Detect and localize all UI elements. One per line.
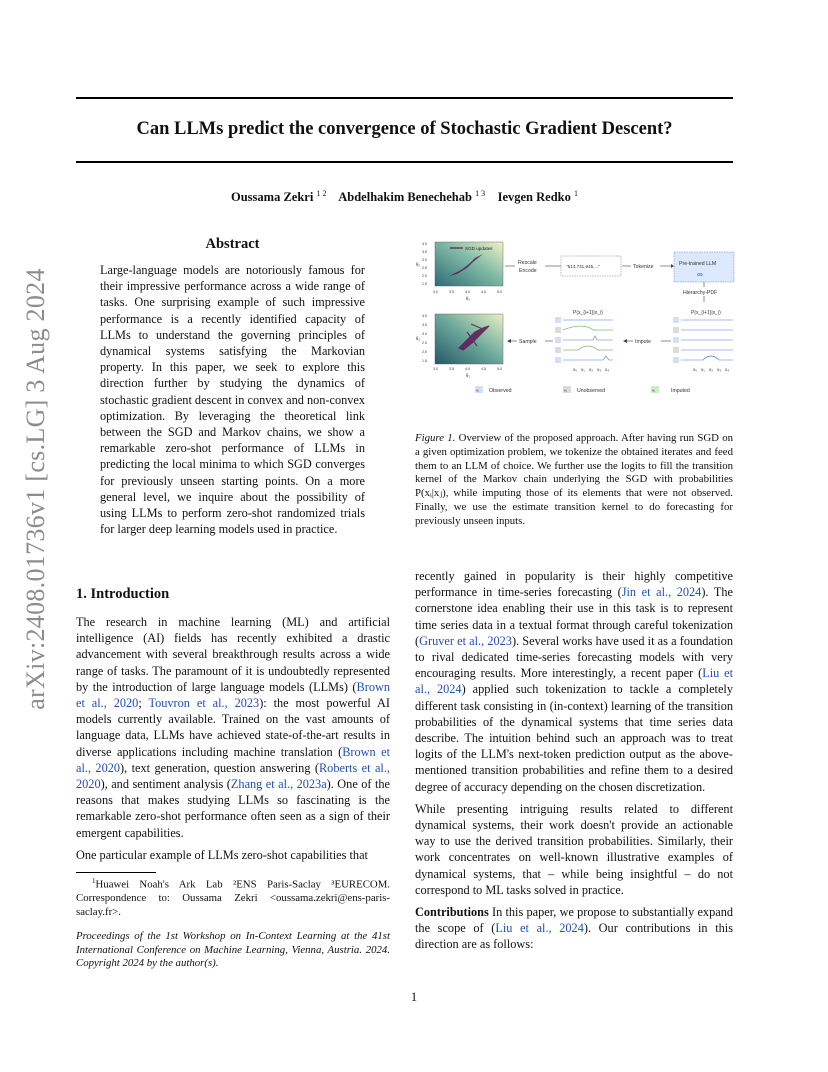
svg-text:3.5: 3.5 — [422, 250, 427, 254]
citation-link[interactable]: Zhang et al., 2023a — [230, 777, 327, 792]
svg-text:4.0: 4.0 — [422, 242, 427, 246]
tokenize-label: Tokenize — [633, 264, 654, 270]
right-paragraph-2: While presenting intriguing results related to different dynamical systems, their work doesn't provide an actionable way to use the derived transition probabilities. Similarly, their work concentrates on well-known illustrative examples of dynamical systems, that – while being insightful – do not correspond to ML tasks solved in practice. — [415, 801, 733, 897]
svg-text:4.0: 4.0 — [465, 290, 470, 294]
author-name: Oussama Zekri — [231, 190, 314, 205]
svg-text:3.0: 3.0 — [433, 290, 438, 294]
svg-text:3.0: 3.0 — [422, 258, 427, 262]
y-axis-label-top: θ₂ — [416, 262, 420, 267]
author-affiliation: 1 — [574, 189, 578, 198]
overview-figure — [413, 236, 738, 406]
author-name: Abdelhakim Benechehab — [338, 190, 472, 205]
abstract-body — [100, 262, 365, 537]
caption-label: Figure 1. — [415, 432, 456, 444]
prob-label-right: P(x_{i+1}|x_i) — [691, 310, 721, 316]
svg-text:3.0: 3.0 — [433, 367, 438, 371]
svg-text:x₄: x₄ — [605, 367, 610, 372]
introduction-body — [76, 614, 390, 863]
kernel-right — [673, 317, 733, 363]
citation-link[interactable]: Liu et al., 2024 — [415, 666, 733, 697]
right-column-body — [415, 568, 733, 953]
x-axis-label-top: θ₁ — [466, 296, 470, 301]
citation-link[interactable]: Touvron et al., 2023 — [148, 696, 260, 711]
svg-text:1.5: 1.5 — [422, 359, 427, 363]
svg-text:x₁: x₁ — [701, 367, 705, 372]
citation-link[interactable]: Brown et al., 2020 — [76, 679, 390, 711]
section-heading: 1. Introduction — [76, 586, 170, 602]
svg-text:3.5: 3.5 — [422, 323, 427, 327]
svg-text:x₃: x₃ — [597, 367, 602, 372]
x-ticks-bottom — [433, 367, 502, 371]
svg-text:x₀: x₀ — [573, 367, 578, 372]
svg-text:x₀: x₀ — [693, 367, 698, 372]
token-string: "514,731,945,..." — [566, 264, 600, 269]
citation-link[interactable]: Brown et al., 2020 — [76, 744, 390, 775]
svg-text:5.0: 5.0 — [497, 367, 502, 371]
svg-text:xᵢ: xᵢ — [652, 387, 655, 393]
citation-link[interactable]: Liu et al., 2024 — [495, 921, 584, 936]
intro-paragraph-1: The research in machine learning (ML) and artificial intelligence (AI) fields has recently exhibited a drastic advancement with several breakthrough results across a wide range of tasks. The paramount of it is undoubtedly represented by the introduction of large language models (LLMs) (Brown et al., 2020; Touvron et al., 2023): the most powerful AI models currently available. Trained on the vast amounts of language data, LLMs have achieved state-of-the-art results in diverse applications including machine translation (Brown et al., 2020), text generation, question answering (Roberts et al., 2020), and sentiment analysis (Zhang et al., 2023a). One of the reasons that makes studying LLMs so fascinating is the remarkable zero-shot performance often seen as a sign of their emergent capabilities. — [76, 615, 390, 840]
meta-logo-icon: ∞ — [697, 270, 703, 279]
state-labels-middle — [573, 367, 609, 372]
state-labels-right — [693, 367, 729, 372]
hierarchy-pdf-label: Hierarchy-PDF — [683, 290, 718, 296]
svg-text:x₃: x₃ — [717, 367, 722, 372]
author-name: Ievgen Redko — [497, 190, 571, 205]
svg-text:1.5: 1.5 — [422, 282, 427, 286]
footnote-rule — [76, 872, 156, 873]
legend-unobserved: Unobserved — [577, 388, 605, 394]
svg-text:4.5: 4.5 — [481, 367, 486, 371]
rescale-label: Rescale — [518, 260, 537, 266]
author-list — [76, 189, 733, 205]
paper-title: Can LLMs predict the convergence of Stochastic Gradient Descent? — [136, 119, 673, 139]
svg-text:x₁: x₁ — [581, 367, 585, 372]
prob-label-middle: P(x_{i+1}|x_i) — [573, 310, 603, 316]
y-axis-label-bottom: θ₂ — [416, 336, 420, 341]
page-number: 1 — [410, 990, 418, 1004]
footnote: $^1$Huawei Noah's Ark Lab ²ENS Paris-Saclay ³EURECOM. Correspondence to: Oussama Zekri <oussama.zekri@ens-paris-saclay.fr>. — [76, 877, 390, 918]
svg-text:2.5: 2.5 — [422, 341, 427, 345]
contributions-paragraph: Contributions In this paper, we propose to substantially expand the scope of (Liu et al., 2024). Our contributions in this direction are as follows: — [415, 905, 733, 952]
sample-label: Sample — [519, 339, 537, 345]
svg-text:5.0: 5.0 — [497, 290, 502, 294]
proceedings-text: Proceedings of the 1st Workshop on In-Context Learning at the 41st International Conference on Machine Learning, Vienna, Austria. 2024. Copyright 2024 by the author(s). — [76, 930, 390, 970]
svg-text:x₂: x₂ — [709, 367, 714, 372]
author-affiliation: 1 2 — [316, 189, 327, 198]
svg-text:xᵢ: xᵢ — [564, 387, 567, 393]
x-ticks-top — [433, 290, 502, 294]
svg-text:xᵢ: xᵢ — [476, 387, 479, 393]
y-ticks-bottom — [422, 314, 427, 363]
impute-label: Impute — [635, 339, 651, 345]
svg-text:x₂: x₂ — [589, 367, 594, 372]
svg-text:4.5: 4.5 — [481, 290, 486, 294]
svg-text:3.0: 3.0 — [422, 332, 427, 336]
svg-text:2.0: 2.0 — [422, 274, 427, 278]
proceedings-note — [76, 930, 390, 971]
abstract-heading: Abstract — [205, 236, 260, 252]
abstract-text: Large-language models are notoriously famous for their impressive performance across a wide range of tasks. One surprising example of such impressive performance is a recently identified capacity of LLMs to understand the governing principles of dynamical systems satisfying the Markovian property. In this paper, we seek to explore this direction further by studying the dynamics of stochastic gradient descent in convex and non-convex optimization. By leveraging the theoretical link between the SGD and Markov chains, we show a remarkable zero-shot performance of LLMs in predicting the local minima to which SGD converges for previously unseen starting points. On a more general level, we inquire about the possibility of using LLMs to perform zero-shot randomized trials for larger deep learning models used in practice. — [100, 263, 365, 537]
pretrained-llm-label: Pre-trained LLM — [679, 261, 717, 267]
svg-text:3.5: 3.5 — [449, 367, 454, 371]
caption-text: Overview of the proposed approach. After having run SGD on a given optimization problem, we tokenize the obtained iterates and feed them to an LLM of choice. We further use the logits to fill the transition kernel of the Markov chain underlying the SGD with probabilities P(xᵢ|xⱼ), while imputing those of its elements that were not observed. Finally, we use the estimate transition kernel to do forecasting for previously unseen inputs. — [415, 432, 733, 527]
citation-link[interactable]: Roberts et al., 2020 — [76, 760, 390, 792]
footnote-correspondence: Correspondence to: Oussama Zekri <oussama.zekri@ens-paris-saclay.fr>. — [76, 892, 390, 918]
footnote-affiliations: Huawei Noah's Ark Lab ²ENS Paris-Saclay ³EURECOM. — [95, 878, 390, 891]
legend-imputed: Imputed — [671, 388, 690, 394]
legend-observed: Observed — [489, 388, 512, 394]
citation-link[interactable]: Gruver et al., 2023 — [419, 633, 512, 648]
contributions-heading: Contributions — [415, 905, 489, 920]
x-axis-label-bottom: θ₁ — [466, 373, 470, 378]
author-affiliation: 1 3 — [475, 189, 486, 198]
llm-box — [674, 252, 734, 282]
svg-text:3.5: 3.5 — [449, 290, 454, 294]
intro-paragraph-2: One particular example of LLMs zero-shot capabilities that — [76, 847, 368, 862]
svg-text:4.0: 4.0 — [422, 314, 427, 318]
right-paragraph-1: recently gained in popularity is their highly competitive performance in time-series forecasting (Jin et al., 2024). The cornerstone idea enabling their use in this task is to represent time series data in a textual format through careful tokenization (Gruver et al., 2023). Several works have used it as a foundation to rival dedicated time-series forecasting models with very encouraging results. More interestingly, a recent paper (Liu et al., 2024) applied such tokenization to tackle a completely different task consisting in (in-context) learning of the transition probabilities of the dynamical systems that time series data describe. The intuition behind such an approach was to treat logits of the LLM's next-token prediction output as the above-mentioned transition probabilities and refine them to a desired degree of accuracy depending on the chosen discretization. — [415, 569, 733, 794]
svg-text:4.0: 4.0 — [465, 367, 470, 371]
arxiv-id: arXiv:2408.01736v1 [cs.LG] 3 Aug 2024 — [21, 268, 50, 710]
figure-caption — [415, 432, 733, 529]
figure-legend — [475, 386, 690, 394]
encode-label: Encode — [519, 268, 537, 274]
svg-text:2.5: 2.5 — [422, 266, 427, 270]
kernel-middle — [555, 317, 613, 363]
top-rule — [76, 97, 733, 99]
legend-sgd-updates: SGD updates — [465, 246, 493, 251]
y-ticks-top — [422, 242, 427, 286]
title-bottom-rule — [76, 161, 733, 163]
citation-link[interactable]: Jin et al., 2024 — [621, 585, 702, 600]
svg-text:x₄: x₄ — [725, 367, 730, 372]
svg-text:2.0: 2.0 — [422, 350, 427, 354]
